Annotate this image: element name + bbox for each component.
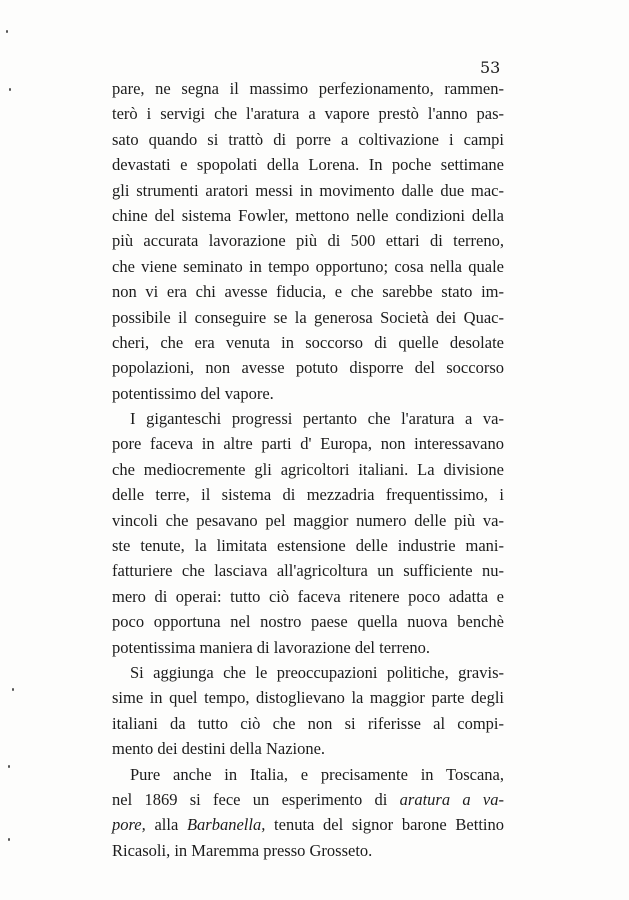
- text-line: terò i servigi che l'aratura a vapore prestò l'anno pas-: [112, 104, 504, 124]
- text-line: Pure anche in Italia, e precisamente in Toscana,: [130, 764, 504, 784]
- text-line: poco opportuna nel nostro paese quella nuova benchè: [112, 612, 504, 632]
- text-line: che viene seminato in tempo opportuno; cosa nella quale: [112, 256, 504, 276]
- text-line: [112, 812, 504, 837]
- text-line: non vi era chi avesse fiducia, e che sarebbe stato im-: [112, 282, 504, 302]
- text-line: possibile il conseguire se la generosa Società dei Quac-: [112, 307, 504, 327]
- text-run: tenuta del signor barone Bettino: [265, 815, 504, 835]
- scan-speck: [8, 838, 10, 841]
- italic-run: pore,: [112, 815, 146, 835]
- text-line: più accurata lavorazione più di 500 ettari di terreno,: [112, 231, 504, 251]
- scan-speck: [6, 30, 8, 33]
- text-run: nel 1869 si fece un esperimento di: [112, 789, 400, 809]
- text-line: [112, 787, 504, 812]
- text-line: italiani da tutto ciò che non si riferisse al compi-: [112, 713, 504, 733]
- text-line: mero di operai: tutto ciò faceva ritenere poco adatta e: [112, 586, 504, 606]
- text-line: cheri, che era venuta in soccorso di quelle desolate: [112, 332, 504, 352]
- scan-speck: [12, 688, 14, 691]
- text-line: mento dei destini della Nazione.: [112, 739, 326, 759]
- text-line: fatturiere che lasciava all'agricoltura un sufficiente nu-: [112, 561, 504, 581]
- text-line: sime in quel tempo, distoglievano la maggior parte degli: [112, 688, 504, 708]
- italic-run: Barbanella,: [186, 815, 266, 835]
- text-run: alla: [145, 815, 187, 835]
- text-line: potentissima maniera di lavorazione del terreno.: [112, 637, 430, 657]
- text-line: Si aggiunga che le preoccupazioni politiche, gravis-: [130, 662, 504, 682]
- text-line: delle terre, il sistema di mezzadria frequentissimo, i: [112, 485, 504, 505]
- text-line: devastati e spopolati della Lorena. In poche settimane: [112, 155, 504, 175]
- text-line: sato quando si trattò di porre a coltivazione i campi: [112, 129, 504, 149]
- text-line: vincoli che pesavano pel maggior numero delle più va-: [112, 510, 504, 530]
- text-line: che mediocremente gli agricoltori italiani. La divisione: [112, 459, 504, 479]
- italic-run: aratura a va-: [399, 789, 504, 809]
- text-line: gli strumenti aratori messi in movimento dalle due mac-: [112, 180, 504, 200]
- paragraph-2: [112, 406, 504, 660]
- body-text: [112, 76, 504, 863]
- paragraph-4: [112, 762, 504, 864]
- text-line: popolazioni, non avesse potuto disporre del soccorso: [112, 358, 504, 378]
- paragraph-3: [112, 660, 504, 762]
- scan-speck: [8, 765, 10, 768]
- scan-speck: [9, 88, 11, 91]
- page-number: 53: [480, 58, 501, 77]
- text-line: Ricasoli, in Maremma presso Grosseto.: [112, 840, 373, 860]
- text-line: pore faceva in altre parti d' Europa, non interessavano: [112, 434, 504, 454]
- text-line: chine del sistema Fowler, mettono nelle condizioni della: [112, 205, 504, 225]
- text-line: potentissimo del vapore.: [112, 383, 274, 403]
- text-line: ste tenute, la limitata estensione delle industrie mani-: [112, 536, 504, 556]
- paragraph-1: [112, 76, 504, 406]
- text-line: I giganteschi progressi pertanto che l'aratura a va-: [130, 409, 504, 429]
- text-line: pare, ne segna il massimo perfezionamento, rammen-: [112, 79, 504, 98]
